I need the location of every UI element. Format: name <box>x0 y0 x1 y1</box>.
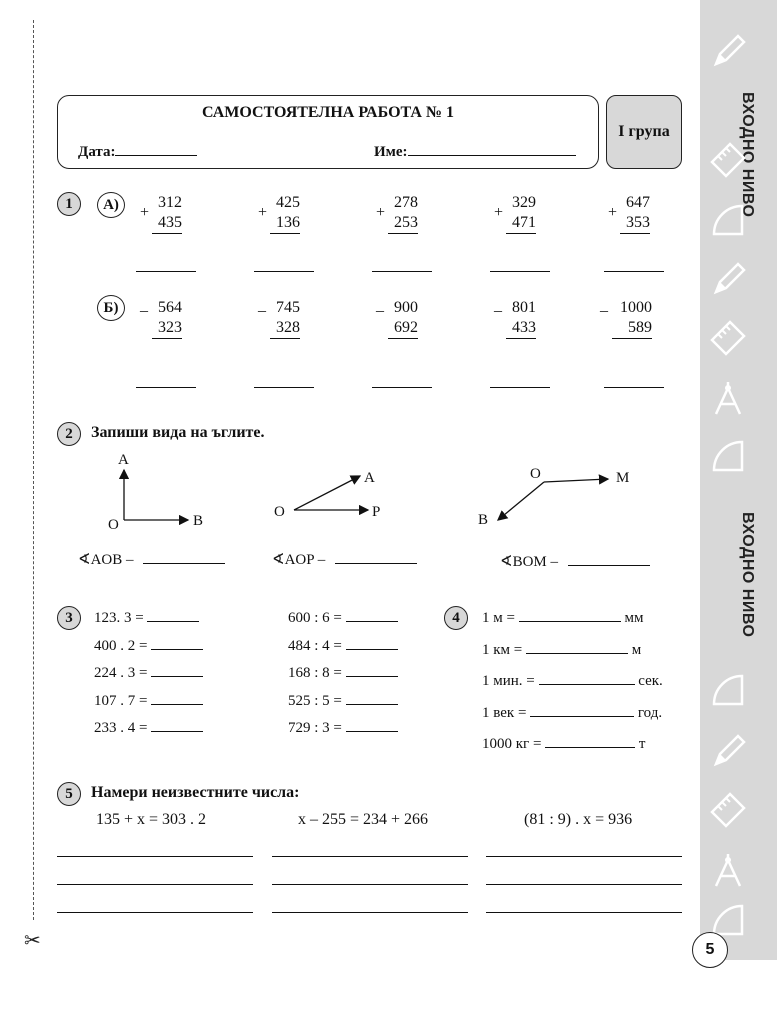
operation-sign: + <box>608 204 618 221</box>
side-label-top: ВХОДНО НИВО <box>739 92 756 218</box>
unit-blank[interactable] <box>545 747 635 748</box>
multiplication-blank[interactable] <box>147 621 199 622</box>
angle3-blank[interactable] <box>568 565 650 566</box>
equation-3: (81 : 9) . x = 936 <box>524 811 633 828</box>
part-a-label: А) <box>97 192 125 218</box>
angle1-vertex: O <box>108 517 119 533</box>
division-blank[interactable] <box>346 704 398 705</box>
addition-answer-5[interactable] <box>604 271 664 272</box>
addition-answer-3[interactable] <box>372 271 432 272</box>
operation-sign: _ <box>494 297 502 314</box>
ruler-icon <box>708 318 748 358</box>
unit-left: 1 км = <box>482 641 523 658</box>
operation-sign: _ <box>600 297 608 314</box>
operand-top: 425 <box>276 194 300 211</box>
angle3-label: ∢BOM – <box>500 554 558 570</box>
equation-2: x – 255 = 234 + 266 <box>298 811 429 828</box>
subtraction-2 <box>258 297 300 339</box>
division-4[interactable] <box>288 693 398 710</box>
operand-top: 900 <box>394 299 418 316</box>
compass-icon <box>708 850 748 890</box>
multiplication-2[interactable] <box>94 638 203 655</box>
answer-line[interactable] <box>57 856 253 857</box>
ruler-icon <box>708 790 748 830</box>
date-label: Дата: <box>78 144 116 160</box>
addition-5 <box>608 193 650 234</box>
side-label-bottom: ВХОДНО НИВО <box>739 512 756 638</box>
date-field[interactable] <box>78 144 197 161</box>
unit-name: год. <box>637 704 663 721</box>
multiplication-text: 400 . 2 = <box>94 637 148 654</box>
operand-bottom: 253 <box>388 213 418 234</box>
division-1[interactable] <box>288 610 398 627</box>
unit-left: 1000 кг = <box>482 736 542 752</box>
ruler-icon <box>708 140 748 180</box>
angle3-ray-m <box>544 479 608 482</box>
subtraction-3 <box>376 297 418 339</box>
multiplication-text: 224 . 3 = <box>94 665 148 681</box>
unit-name: сек. <box>638 673 663 689</box>
unit-left: 1 мин. = <box>482 673 535 689</box>
multiplication-3[interactable] <box>94 665 203 682</box>
answer-line[interactable] <box>272 856 468 857</box>
unit-conversion-3[interactable] <box>482 673 663 690</box>
name-label: Име: <box>374 144 408 160</box>
subtraction-answer-2[interactable] <box>254 387 314 388</box>
operand-bottom: 471 <box>506 213 536 234</box>
division-blank[interactable] <box>346 676 398 677</box>
unit-name: т <box>638 736 646 752</box>
angle2-label: ∢AOP – <box>272 552 326 568</box>
operation-sign: + <box>494 204 504 221</box>
answer-line[interactable] <box>57 912 253 913</box>
subtraction-answer-5[interactable] <box>604 387 664 388</box>
division-text: 168 : 8 = <box>288 665 342 681</box>
operand-bottom: 692 <box>388 318 418 339</box>
angle2-ray-a <box>294 476 360 510</box>
unit-conversion-1[interactable] <box>482 610 643 627</box>
cut-line <box>33 20 34 920</box>
operand-bottom: 328 <box>270 318 300 339</box>
header-box <box>57 95 599 169</box>
division-blank[interactable] <box>346 621 398 622</box>
page-number: 5 <box>692 932 728 968</box>
protractor-icon <box>708 670 748 710</box>
unit-conversion-5[interactable] <box>482 736 645 753</box>
pencil-icon <box>708 30 748 70</box>
multiplication-blank[interactable] <box>151 704 203 705</box>
angle1-answer[interactable] <box>78 550 225 569</box>
compass-icon <box>708 378 748 418</box>
operand-top: 801 <box>512 299 536 316</box>
operation-sign: _ <box>140 297 148 314</box>
unit-blank[interactable] <box>530 716 634 717</box>
date-blank[interactable] <box>115 155 197 156</box>
addition-answer-4[interactable] <box>490 271 550 272</box>
operand-top: 312 <box>158 194 182 211</box>
subtraction-1 <box>140 297 182 339</box>
unit-blank[interactable] <box>519 621 621 622</box>
angle3-answer[interactable] <box>500 552 650 571</box>
multiplication-blank[interactable] <box>151 649 203 650</box>
operation-sign: + <box>140 204 150 221</box>
answer-line[interactable] <box>486 884 682 885</box>
angle1-point-b: B <box>193 513 204 529</box>
multiplication-text: 107 . 7 = <box>94 692 148 709</box>
name-field[interactable] <box>374 144 576 161</box>
division-text: 525 : 5 = <box>288 692 342 709</box>
angle1-blank[interactable] <box>143 563 225 564</box>
operation-sign: _ <box>376 297 384 314</box>
angle1-label: ∢AOB – <box>78 552 134 568</box>
angle3-point-m: M <box>616 470 630 486</box>
multiplication-blank[interactable] <box>151 676 203 677</box>
task-number-3: 3 <box>57 606 81 630</box>
addition-answer-1[interactable] <box>136 271 196 272</box>
unit-blank[interactable] <box>539 684 635 685</box>
subtraction-5 <box>600 297 652 339</box>
multiplication-4[interactable] <box>94 693 203 710</box>
division-2[interactable] <box>288 638 398 655</box>
subtraction-answer-4[interactable] <box>490 387 550 388</box>
page-title: САМОСТОЯТЕЛНА РАБОТА № 1 <box>201 104 455 121</box>
operand-top: 564 <box>158 299 182 316</box>
pencil-icon <box>708 730 748 770</box>
operand-top: 745 <box>276 299 300 316</box>
addition-4 <box>494 193 536 234</box>
angle3-ray-b <box>498 482 544 520</box>
unit-conversion-2[interactable] <box>482 642 641 659</box>
operand-bottom: 589 <box>612 318 652 339</box>
operand-bottom: 136 <box>270 213 300 234</box>
task2-title: Запиши вида на ъглите. <box>91 424 265 441</box>
division-text: 729 : 3 = <box>288 720 342 736</box>
angle2-answer[interactable] <box>272 550 417 569</box>
multiplication-text: 123. 3 = <box>94 610 144 626</box>
multiplication-blank[interactable] <box>151 731 203 732</box>
operation-sign: + <box>258 204 268 221</box>
unit-name: м <box>631 641 642 658</box>
angle2-blank[interactable] <box>335 563 417 564</box>
operand-bottom: 433 <box>506 318 536 339</box>
part-b-label: Б) <box>97 295 125 321</box>
operation-sign: _ <box>258 297 266 314</box>
scissors-icon: ✂ <box>24 928 41 952</box>
answer-line[interactable] <box>486 856 682 857</box>
operand-top: 329 <box>512 194 536 211</box>
division-blank[interactable] <box>346 731 398 732</box>
subtraction-answer-3[interactable] <box>372 387 432 388</box>
answer-line[interactable] <box>486 912 682 913</box>
operand-top: 647 <box>626 194 650 211</box>
task-number-4: 4 <box>444 606 468 630</box>
angle2-vertex: O <box>274 504 285 520</box>
protractor-icon <box>708 436 748 476</box>
operand-bottom: 353 <box>620 213 650 234</box>
subtraction-answer-1[interactable] <box>136 387 196 388</box>
operand-top: 278 <box>394 194 418 211</box>
division-blank[interactable] <box>346 649 398 650</box>
answer-line[interactable] <box>272 912 468 913</box>
task-number-1: 1 <box>57 192 81 216</box>
addition-1 <box>140 193 182 234</box>
subtraction-4 <box>494 297 536 339</box>
unit-left: 1 м = <box>482 610 515 626</box>
task5-title: Намери неизвестните числа: <box>91 784 300 801</box>
answer-line[interactable] <box>57 884 253 885</box>
unit-blank[interactable] <box>526 653 628 654</box>
angle3-vertex: O <box>530 466 541 482</box>
unit-conversion-4[interactable] <box>482 705 662 722</box>
division-text: 600 : 6 = <box>288 610 342 626</box>
multiplication-5[interactable] <box>94 720 203 737</box>
protractor-icon <box>708 200 748 240</box>
angle2-point-p: P <box>372 504 381 520</box>
pencil-icon <box>708 258 748 298</box>
group-badge: I група <box>606 95 682 169</box>
addition-2 <box>258 193 300 234</box>
equation-1: 135 + x = 303 . 2 <box>96 811 207 828</box>
angles-figure <box>100 448 700 538</box>
addition-answer-2[interactable] <box>254 271 314 272</box>
operand-bottom: 435 <box>152 213 182 234</box>
multiplication-1[interactable] <box>94 610 199 627</box>
angle2-point-a: A <box>364 470 375 486</box>
operand-top: 1000 <box>620 299 652 316</box>
unit-left: 1 век = <box>482 704 527 721</box>
addition-3 <box>376 193 418 234</box>
multiplication-text: 233 . 4 = <box>94 720 148 736</box>
name-blank[interactable] <box>408 155 576 156</box>
angle1-point-a: A <box>118 452 129 468</box>
division-3[interactable] <box>288 665 398 682</box>
angle3-point-b: B <box>478 512 489 528</box>
answer-line[interactable] <box>272 884 468 885</box>
operand-bottom: 323 <box>152 318 182 339</box>
task-number-5: 5 <box>57 782 81 806</box>
operation-sign: + <box>376 204 386 221</box>
task-number-2: 2 <box>57 422 81 446</box>
division-text: 484 : 4 = <box>288 637 342 654</box>
unit-name: мм <box>624 610 644 626</box>
division-5[interactable] <box>288 720 398 737</box>
